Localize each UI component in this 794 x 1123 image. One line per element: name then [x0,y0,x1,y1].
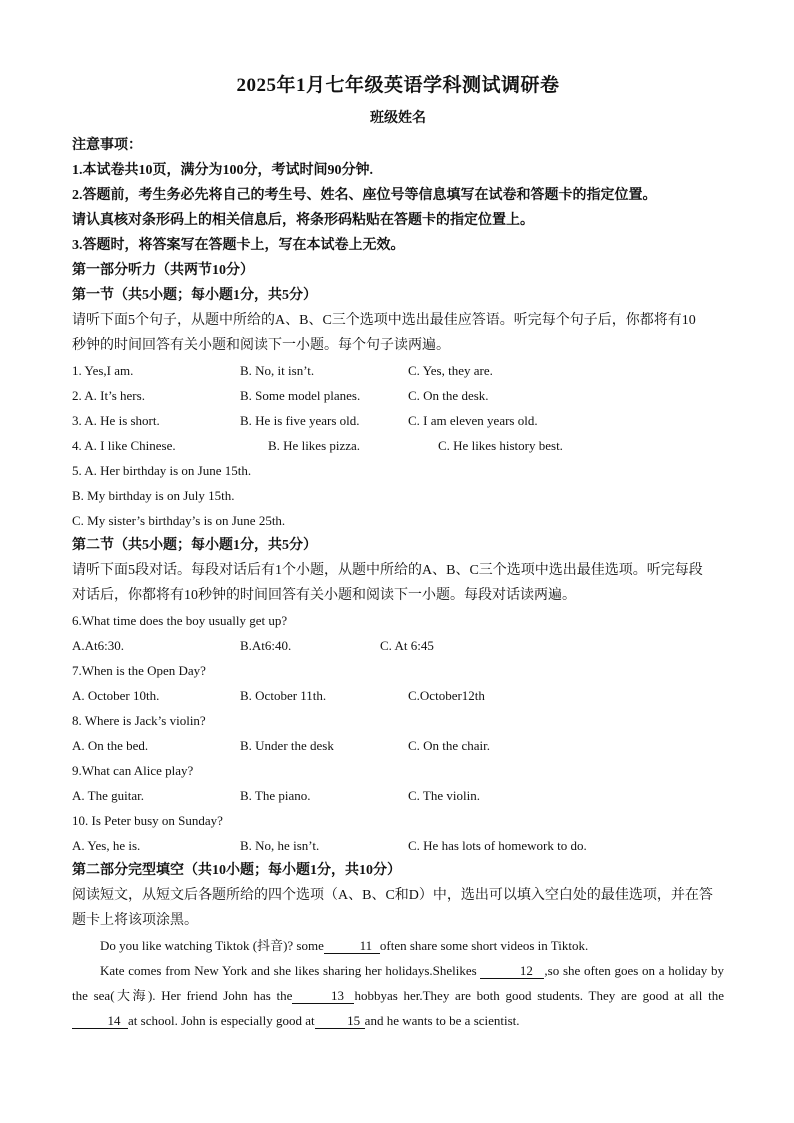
notice-item: 2.答题前，考生务必先将自己的考生号、姓名、座位号等信息填写在试卷和答题卡的指定位置。 [72,188,657,203]
exam-page [72,70,724,1033]
option-a: A. October 10th. [72,688,160,703]
cloze-paragraph-1 [72,933,724,958]
cloze-text: hobbyas her.They are both good students. They are good at all the [354,988,724,1003]
instruction-line: 对话后，你都将有10秒钟的时间回答有关小题和阅读下一小题。每段对话读两遍。 [72,588,576,603]
cloze-text: Kate comes from New York and she likes sharing her holidays.Shelikes [100,963,477,978]
option-b: B. No, it isn’t. [240,363,315,378]
option-a: 4. A. I like Chinese. [72,438,176,453]
cloze-text: and he wants to be a scientist. [364,1013,520,1028]
part1-heading: 第一部分听力（共两节10分） [72,263,254,278]
cloze-text: ,so she often goes on a holiday by the sea(大海). Her friend John has the [72,963,724,1003]
blank-11: 11 [324,939,380,954]
question-9-stem: 9.What can Alice play? [72,763,194,778]
cloze-text: often share some short videos in Tiktok. [379,938,589,953]
option-a: 1. Yes,I am. [72,363,134,378]
option-b: B. He is five years old. [240,413,360,428]
option-b: B. He likes pizza. [268,438,361,453]
option-c: C. He has lots of homework to do. [408,838,587,853]
cloze-text: Do you like watching Tiktok (抖音)? some [100,938,324,953]
question-5-option-b: B. My birthday is on July 15th. [72,488,235,503]
section2-heading: 第二节（共5小题；每小题1分，共5分） [72,538,317,553]
question-3 [72,408,724,433]
option-b: B. Some model planes. [240,388,361,403]
instruction-line: 请听下面5段对话。每段对话后有1个小题，从题中所给的A、B、C三个选项中选出最佳选项。听完每段 [72,563,703,578]
notice-item: 3.答题时，将答案写在答题卡上，写在本试卷上无效。 [72,238,405,253]
option-b: B. October 11th. [240,688,327,703]
class-name-label: 班级姓名 [370,111,426,126]
question-1 [72,358,724,383]
option-c: C. I am eleven years old. [408,413,538,428]
notice-item: 请认真核对条形码上的相关信息后，将条形码粘贴在答题卡的指定位置上。 [72,213,534,228]
option-c: C.October12th [408,688,485,703]
blank-13: 13 [292,989,354,1004]
option-c: C. Yes, they are. [408,363,493,378]
instruction-line: 请听下面5个句子，从题中所给的A、B、C三个选项中选出最佳应答语。听完每个句子后，你都将有10 [72,313,696,328]
cloze-text: at school. John is especially good at [128,1013,315,1028]
option-c: C. On the chair. [408,738,490,753]
option-c: C. He likes history best. [438,438,563,453]
blank-15: 15 [315,1014,365,1029]
question-5-option-c: C. My sister’s birthday’s is on June 25th. [72,513,286,528]
part2-instructions [72,883,724,933]
page-title: 2025年1月七年级英语学科测试调研卷 [236,75,560,96]
option-a: 2. A. It’s hers. [72,388,145,403]
question-4 [72,433,724,458]
section1-instructions [72,308,724,358]
instruction-line: 秒钟的时间回答有关小题和阅读下一小题。每个句子读两遍。 [72,338,450,353]
question-7-stem: 7.When is the Open Day? [72,663,206,678]
question-8-stem: 8. Where is Jack’s violin? [72,713,206,728]
option-a: 3. A. He is short. [72,413,160,428]
question-2 [72,383,724,408]
question-10-options [72,833,724,858]
section1-heading: 第一节（共5小题；每小题1分，共5分） [72,288,317,303]
option-a: A.At6:30. [72,638,124,653]
instruction-line: 阅读短文，从短文后各题所给的四个选项（A、B、C和D）中，选出可以填入空白处的最佳选项，并在答 [72,888,713,903]
option-c: C. At 6:45 [380,638,434,653]
blank-12: 12 [480,964,544,979]
option-a: A. The guitar. [72,788,144,803]
option-b: B. Under the desk [240,738,334,753]
section2-instructions [72,558,724,608]
question-6-options [72,633,724,658]
question-6-stem: 6.What time does the boy usually get up? [72,613,288,628]
question-7-options [72,683,724,708]
notice-item: 1.本试卷共10页，满分为100分，考试时间90分钟. [72,163,373,178]
notice-heading: 注意事项： [72,138,142,153]
cloze-paragraph-2 [72,958,724,1033]
option-b: B. No, he isn’t. [240,838,320,853]
option-b: B.At6:40. [240,638,292,653]
option-a: A. Yes, he is. [72,838,141,853]
option-c: C. On the desk. [408,388,489,403]
question-9-options [72,783,724,808]
option-a: A. On the bed. [72,738,149,753]
question-8-options [72,733,724,758]
option-b: B. The piano. [240,788,311,803]
blank-14: 14 [72,1014,128,1029]
question-5-option-a: 5. A. Her birthday is on June 15th. [72,463,252,478]
option-c: C. The violin. [408,788,480,803]
instruction-line: 题卡上将该项涂黑。 [72,913,198,928]
question-10-stem: 10. Is Peter busy on Sunday? [72,813,223,828]
part2-heading: 第二部分完型填空（共10小题；每小题1分，共10分） [72,863,401,878]
